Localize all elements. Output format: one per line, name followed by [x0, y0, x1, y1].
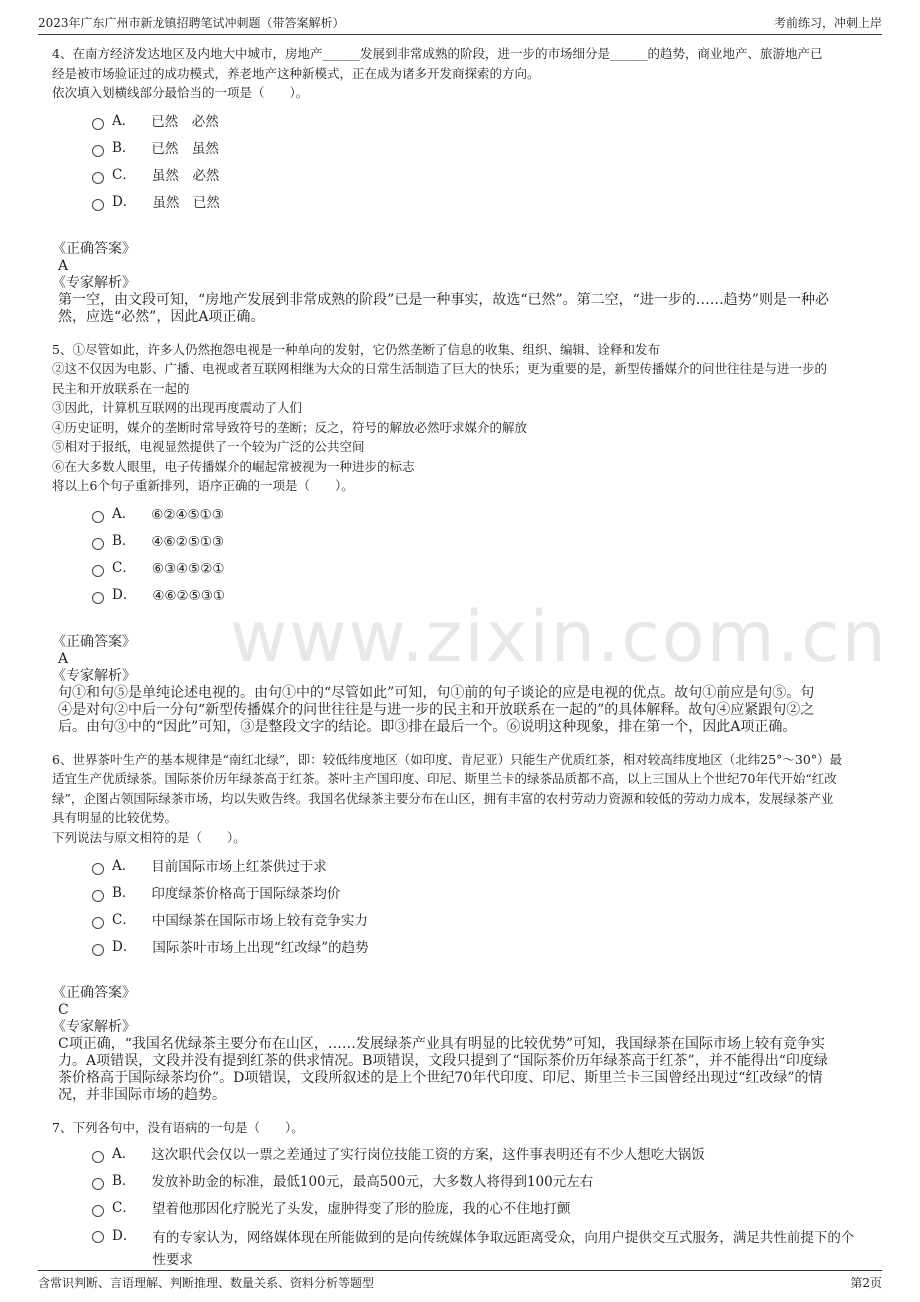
analysis-line: 茶价格高于国际绿茶均价”。D项错误，文段所叙述的是上个世纪70年代印度、印尼、斯里兰卡三国曾经出现过“红改绿”的情	[58, 1070, 823, 1086]
analysis-line: 后。由句③中的“因此”可知，③是整段文字的结论。即③排在最后一个。⑥说明这种现象，排在第一个，因此A项正确。	[58, 718, 797, 735]
analysis-line: 然，应选“必然”，因此A项正确。	[58, 308, 265, 325]
option-b[interactable]	[92, 529, 862, 556]
option-a[interactable]	[92, 502, 862, 529]
watermark: www.zixin.com.cn	[230, 596, 888, 678]
question-stem-line: 绿”，企图占领国际绿茶市场，均以失败告终。我国名优绿茶主要分布在山区，拥有丰富的农村劳动力资源和较低的劳动力成本，发展绿茶产业	[52, 790, 834, 806]
option-letter: C．	[112, 1200, 136, 1217]
question-stem-line: 民主和开放联系在一起的	[52, 380, 190, 396]
question-7	[52, 1118, 862, 1271]
page-number: 第2页	[850, 1276, 882, 1290]
radio-icon[interactable]	[92, 145, 104, 157]
radio-icon[interactable]	[92, 944, 104, 956]
options	[92, 502, 862, 610]
option-text: 印度绿茶价格高于国际绿茶均价	[151, 885, 341, 902]
options	[92, 1142, 862, 1271]
option-text: 虽然 必然	[151, 168, 220, 184]
option-c[interactable]	[92, 907, 862, 934]
header-slogan: 考前练习，冲刺上岸	[773, 16, 882, 30]
analysis-line: C项正确，“我国名优绿茶主要分布在山区，……发展绿茶产业具有明显的比较优势”可知，我国绿茶在国际市场上较有竞争实	[58, 1036, 826, 1052]
analysis-line: 第一空，由文段可知，“房地产发展到非常成熟的阶段”已是一种事实，故选“已然”。第二空，“进一步的……趋势”则是一种必	[58, 291, 829, 308]
option-text: 已然 必然	[151, 114, 219, 130]
option-a[interactable]	[92, 109, 862, 136]
analysis-line: 力。A项错误，文段并没有提到红茶的供求情况。B项错误，文段只提到了“国际茶价历年绿茶高于红茶”，并不能得出“印度绿	[58, 1053, 828, 1069]
option-c[interactable]	[92, 556, 862, 583]
option-c[interactable]	[92, 1196, 862, 1223]
answer-block	[52, 985, 862, 1104]
option-text: 中国绿茶在国际市场上较有竞争实力	[151, 912, 368, 929]
option-text: 发放补助金的标准，最低100元，最高500元，大多数人将得到100元左右	[151, 1174, 594, 1190]
question-prompt: 下列说法与原文相符的是（ ）。	[52, 829, 246, 845]
option-text: 已然 虽然	[151, 141, 219, 157]
option-a[interactable]	[92, 853, 862, 880]
option-letter: B．	[112, 884, 136, 901]
analysis-heading: 《专家解析》	[52, 1019, 136, 1035]
option-letter: D．	[112, 587, 137, 604]
option-letter: A．	[112, 857, 136, 874]
option-text: 国际茶叶市场上出现“红改绿”的趋势	[152, 939, 369, 956]
answer-heading: 《正确答案》	[52, 985, 136, 1001]
question-prompt: 依次填入划横线部分最恰当的一项是（ ）。	[52, 85, 309, 100]
option-d[interactable]	[92, 934, 862, 961]
option-b[interactable]	[92, 136, 862, 163]
answer-block	[52, 241, 862, 326]
radio-icon[interactable]	[92, 1178, 104, 1190]
analysis-line: 句①和句⑤是单纯论述电视的。由句①中的“尽管如此”可知，句①前的句子谈论的应是电视的优点。故句①前应是句⑤。句	[58, 684, 815, 701]
answer-heading: 《正确答案》	[52, 633, 136, 650]
radio-icon[interactable]	[92, 1151, 104, 1163]
radio-icon[interactable]	[92, 592, 104, 604]
radio-icon[interactable]	[92, 511, 104, 523]
option-letter: D．	[112, 194, 137, 211]
analysis-heading: 《专家解析》	[52, 667, 136, 684]
options	[92, 853, 862, 961]
question-stem-line: 具有明显的比较优势。	[52, 810, 178, 825]
option-text: ④⑥②⑤①③	[151, 534, 225, 550]
question-stem-line: ④历史证明，媒介的垄断时常导致符号的垄断；反之，符号的解放必然吁求媒介的解放	[52, 419, 528, 435]
question-6	[52, 750, 862, 1105]
option-letter: D．	[112, 1227, 137, 1244]
option-d[interactable]	[92, 583, 862, 610]
page-footer	[38, 1270, 882, 1293]
correct-answer: C	[58, 1002, 69, 1018]
question-5	[52, 340, 862, 736]
radio-icon[interactable]	[92, 917, 104, 929]
radio-icon[interactable]	[92, 172, 104, 184]
question-prompt: 7、下列各句中，没有语病的一句是（ ）。	[52, 1120, 304, 1135]
question-4	[52, 44, 862, 326]
radio-icon[interactable]	[92, 1231, 104, 1243]
radio-icon[interactable]	[92, 863, 104, 875]
analysis-heading: 《专家解析》	[52, 274, 136, 291]
answer-block	[52, 634, 862, 736]
question-stem-line: ②这不仅因为电影、广播、电视或者互联网相继为大众的日常生活制造了巨大的快乐；更为重要的是，新型传播媒介的问世往往是与进一步的	[52, 361, 828, 376]
option-letter: B．	[112, 1173, 136, 1190]
answer-heading: 《正确答案》	[52, 240, 136, 257]
radio-icon[interactable]	[92, 538, 104, 550]
option-letter: B．	[112, 533, 136, 550]
radio-icon[interactable]	[92, 1205, 104, 1217]
option-d[interactable]	[92, 1223, 862, 1271]
option-text: ⑥②④⑤①③	[151, 507, 224, 523]
option-text: 有的专家认为，网络媒体现在所能做到的是向传统媒体争取远距离受众，向用户提供交互式服务，满足共性前提下的个性要求	[152, 1229, 855, 1268]
option-letter: C．	[112, 911, 136, 928]
option-text: 这次职代会仅以一票之差通过了实行岗位技能工资的方案，这件事表明还有不少人想吃大锅饭	[151, 1147, 705, 1163]
option-d[interactable]	[92, 190, 862, 217]
radio-icon[interactable]	[92, 890, 104, 902]
option-text: ④⑥②⑤③①	[152, 588, 225, 604]
analysis-line: 况，并非国际市场的趋势。	[58, 1087, 226, 1103]
question-stem-line: 5、①尽管如此，许多人仍然抱怨电视是一种单向的发射，它仍然垄断了信息的收集、组织、编辑、诠释和发布	[52, 341, 660, 357]
option-text: 目前国际市场上红茶供过于求	[151, 858, 327, 875]
question-stem-line: 4、在南方经济发达地区及内地大中城市，房地产______发展到非常成熟的阶段，进一步的市场细分是______的趋势，商业地产、旅游地产已	[52, 46, 823, 61]
option-letter: A．	[112, 1146, 136, 1163]
correct-answer: A	[58, 650, 69, 667]
option-letter: B．	[112, 140, 136, 157]
option-c[interactable]	[92, 163, 862, 190]
options	[92, 109, 862, 217]
page-header	[38, 12, 882, 35]
question-stem-line: ③因此，计算机互联网的出现再度震动了人们	[52, 400, 303, 415]
option-a[interactable]	[92, 1142, 862, 1169]
option-text: 望着他那因化疗脱光了头发，虚肿得变了形的脸庞，我的心不住地打颤	[151, 1201, 571, 1217]
radio-icon[interactable]	[92, 118, 104, 130]
option-text: 虽然 已然	[152, 195, 220, 211]
question-stem-line: 经是被市场验证过的成功模式，养老地产这种新模式，正在成为诸多开发商探索的方向。	[52, 65, 540, 81]
footer-note: 含常识判断、言语理解、判断推理、数量关系、资料分析等题型	[38, 1276, 375, 1290]
question-stem-line: ⑥在大多数人眼里，电子传播媒介的崛起常被视为一种进步的标志	[52, 458, 415, 474]
option-b[interactable]	[92, 1169, 862, 1196]
question-stem-line: 适宜生产优质绿茶。国际茶价历年绿茶高于红茶。茶叶主产国印度、印尼、斯里兰卡的绿茶品质都不高，以上三国从上个世纪70年代开始“红改	[52, 771, 837, 786]
question-list	[52, 44, 862, 1271]
option-letter: A．	[112, 506, 136, 523]
question-prompt: 将以上6个句子重新排列，语序正确的一项是（ ）。	[52, 478, 354, 493]
document-title: 2023年广东广州市新龙镇招聘笔试冲刺题（带答案解析）	[38, 16, 345, 30]
question-stem-line: 6、世界茶叶生产的基本规律是“南红北绿”，即：较低纬度地区（如印度、肯尼亚）只能生产优质红茶，相对较高纬度地区（北纬25°～30°）最	[52, 751, 843, 767]
option-b[interactable]	[92, 880, 862, 907]
radio-icon[interactable]	[92, 199, 104, 211]
analysis-line: ④是对句②中后一分句“新型传播媒介的问世往往是与进一步的民主和开放联系在一起的”的具体解释。故句④应紧跟句②之	[58, 701, 815, 718]
option-letter: D．	[112, 938, 137, 955]
radio-icon[interactable]	[92, 565, 104, 577]
option-letter: C．	[112, 167, 136, 184]
option-text: ⑥③④⑤②①	[151, 561, 225, 577]
option-letter: A．	[112, 113, 136, 130]
correct-answer: A	[58, 257, 69, 274]
question-stem-line: ⑤相对于报纸，电视显然提供了一个较为广泛的公共空间	[52, 439, 365, 454]
option-letter: C．	[112, 560, 136, 577]
